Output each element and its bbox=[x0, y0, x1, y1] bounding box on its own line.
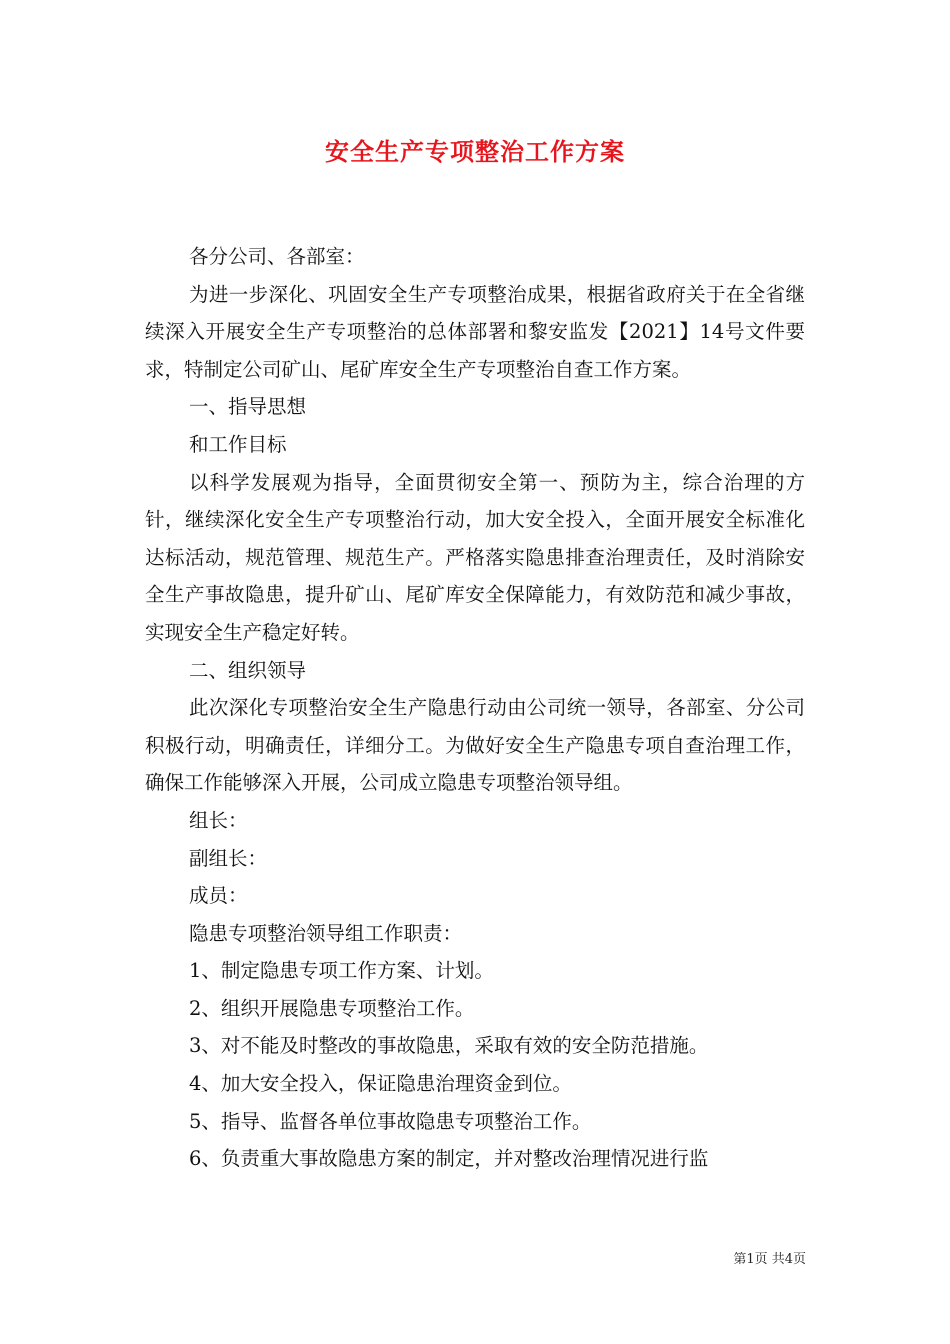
page-number-footer: 第1页 共4页 bbox=[733, 1252, 806, 1267]
duty-item: 6、负责重大事故隐患方案的制定，并对整改治理情况进行监 bbox=[189, 1147, 709, 1171]
paragraph-section2: 此次深化专项整治安全生产隐患行动由公司统一领导，各部室、分公司积极行动，明确责任，详细分工。为做好安全生产隐患专项自查治理工作，确保工作能够深入开展，公司成立隐患专项整治领导组。 bbox=[145, 696, 805, 795]
heading-guiding-thought: 一、指导思想 bbox=[189, 395, 307, 419]
duty-item: 3、对不能及时整改的事故隐患，采取有效的安全防范措施。 bbox=[189, 1034, 709, 1058]
heading-organization: 二、组织领导 bbox=[189, 658, 307, 682]
duties-title: 隐患专项整治领导组工作职责： bbox=[189, 921, 463, 945]
members-line: 成员： bbox=[189, 884, 248, 908]
leader-line: 组长： bbox=[189, 808, 248, 832]
document-body bbox=[145, 238, 805, 1178]
paragraph-intro: 为进一步深化、巩固安全生产专项整治成果，根据省政府关于在全省继续深入开展安全生产专项整治的总体部署和黎安监发【2021】14号文件要求，特制定公司矿山、尾矿库安全生产专项整治自查工作方案。 bbox=[145, 282, 805, 381]
document-title: 安全生产专项整治工作方案 bbox=[325, 138, 625, 166]
paragraph-section1: 以科学发展观为指导，全面贯彻安全第一、预防为主，综合治理的方针，继续深化安全生产专项整治行动，加大安全投入，全面开展安全标准化达标活动，规范管理、规范生产。严格落实隐患排查治理责任，及时消除安全生产事故隐患，提升矿山、尾矿库安全保障能力，有效防范和减少事故，实现安全生产稳定好转。 bbox=[145, 470, 805, 644]
salutation: 各分公司、各部室： bbox=[189, 245, 365, 268]
duty-item: 4、加大安全投入，保证隐患治理资金到位。 bbox=[189, 1072, 572, 1096]
duty-item: 2、组织开展隐患专项整治工作。 bbox=[189, 996, 475, 1020]
vice-leader-line: 副组长： bbox=[189, 846, 268, 870]
duty-item: 5、指导、监督各单位事故隐患专项整治工作。 bbox=[189, 1109, 592, 1133]
duty-item: 1、制定隐患专项工作方案、计划。 bbox=[189, 959, 494, 983]
heading-work-goal: 和工作目标 bbox=[189, 432, 287, 456]
